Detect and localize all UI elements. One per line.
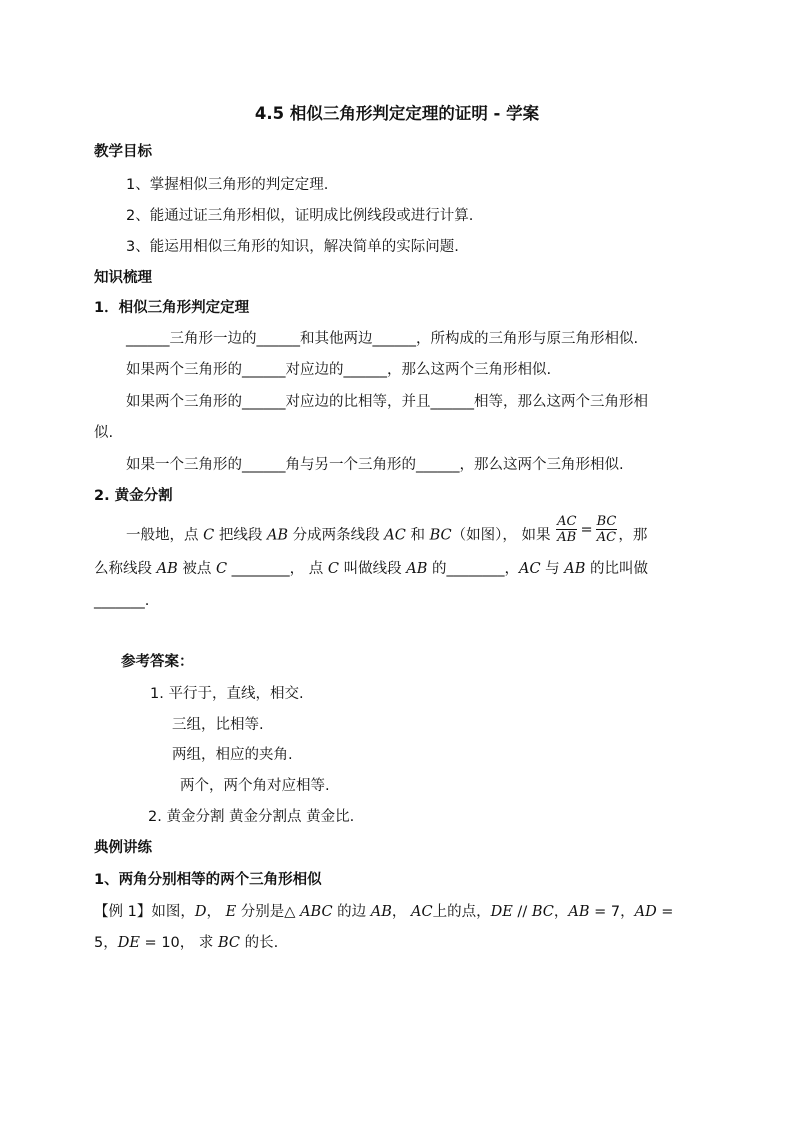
math-var: BC [429, 527, 452, 544]
knowledge-heading: 知识梳理 [94, 270, 152, 286]
math-var: AC [411, 904, 433, 920]
math-var: DE [490, 904, 513, 920]
text: ________， 点 [227, 561, 328, 577]
answer-line: 2. 黄金分割 黄金分割点 黄金比. [148, 809, 355, 825]
text: 分成两条线段 [288, 527, 385, 544]
text: 和 [405, 527, 430, 544]
math-var: ABC [300, 904, 333, 920]
text: ， [391, 904, 412, 920]
math-var: AB [156, 561, 178, 577]
section-title: 2. 黄金分割 [94, 488, 173, 504]
text: 叫做线段 [339, 561, 407, 577]
theorem-line: 如果两个三角形的______对应边的比相等，并且______相等，那么这两个三角形相 [126, 394, 648, 410]
text: 的________， [427, 561, 519, 577]
math-var: AC [518, 561, 541, 577]
math-var: C [203, 527, 215, 544]
text: = 7， [589, 904, 635, 920]
math-var: C [327, 561, 340, 577]
fraction [556, 514, 577, 545]
examples-heading: 典例讲练 [94, 840, 152, 856]
text: 的比叫做 [585, 561, 649, 577]
goal-item: 3、能运用相似三角形的知识，解决简单的实际问题. [126, 239, 459, 255]
golden-section-line-2 [94, 559, 648, 579]
math-var: AB [568, 904, 590, 920]
math-var: AB [266, 527, 289, 544]
goal-item: 2、能通过证三角形相似，证明成比例线段或进行计算. [126, 208, 474, 224]
golden-section-line-1 [126, 514, 648, 551]
text: ， [553, 904, 569, 920]
text: ，那 [618, 527, 648, 544]
fraction-numerator: BC [596, 514, 617, 529]
fraction-denominator: AB [557, 530, 577, 545]
math-var: AB [564, 561, 586, 577]
text: 把线段 [214, 527, 267, 544]
text: ， [206, 904, 226, 920]
text: 【例 1】如图， [94, 904, 195, 920]
math-var: E [225, 904, 237, 920]
math-var: BC [531, 904, 554, 920]
theorem-line: 如果两个三角形的______对应边的______，那么这两个三角形相似. [126, 362, 552, 378]
theorem-line: 似. [94, 425, 114, 441]
text: 被点 [177, 561, 216, 577]
page-title: 4.5 相似三角形判定定理的证明 - 学案 [254, 104, 540, 123]
golden-ratio-formula [555, 514, 618, 545]
text: 分别是△ [236, 904, 301, 920]
theorem-line: ______三角形一边的______和其他两边______，所构成的三角形与原三角形相似. [126, 331, 639, 347]
goal-item: 1、掌握相似三角形的判定定理. [126, 177, 329, 193]
example-subheading: 1、两角分别相等的两个三角形相似 [94, 872, 322, 888]
answer-line: 两个，两个角对应相等. [180, 778, 330, 794]
theorem-line: 如果一个三角形的______角与另一个三角形的______，那么这两个三角形相似. [126, 457, 624, 473]
fraction-numerator: AC [557, 514, 577, 529]
text: 与 [540, 561, 565, 577]
math-var: DE [117, 935, 140, 951]
math-var: AC [384, 527, 406, 544]
math-var: C [215, 561, 228, 577]
math-var: D [194, 904, 207, 920]
text: = 10， 求 [139, 935, 218, 951]
math-var: AB [370, 904, 392, 920]
text: = [656, 904, 674, 920]
goals-heading: 教学目标 [94, 144, 152, 160]
answer-line: 两组，相应的夹角. [172, 747, 293, 763]
text: 上的点， [432, 904, 491, 920]
example-1-line-1 [94, 902, 673, 922]
math-var: AB [406, 561, 428, 577]
text: // [512, 904, 532, 920]
fraction-denominator: AC [596, 530, 617, 545]
text: （如图）， 如果 [451, 527, 551, 544]
math-var: AD [634, 904, 657, 920]
text: 一般地，点 [126, 527, 204, 544]
answer-line: 1. 平行于，直线，相交. [150, 686, 304, 702]
section-title: 1．相似三角形判定定理 [94, 300, 250, 316]
answer-line: 三组，比相等. [172, 717, 264, 733]
text: 5， [94, 935, 118, 951]
math-var: BC [218, 935, 241, 951]
text: 的长. [240, 935, 279, 951]
answers-heading: 参考答案： [121, 654, 194, 670]
text: 么称线段 [94, 561, 157, 577]
text: 的边 [332, 904, 371, 920]
equals-sign: = [580, 521, 593, 538]
fraction [596, 514, 618, 545]
golden-section-line-3: _______. [94, 593, 150, 609]
example-1-line-2 [94, 933, 278, 953]
